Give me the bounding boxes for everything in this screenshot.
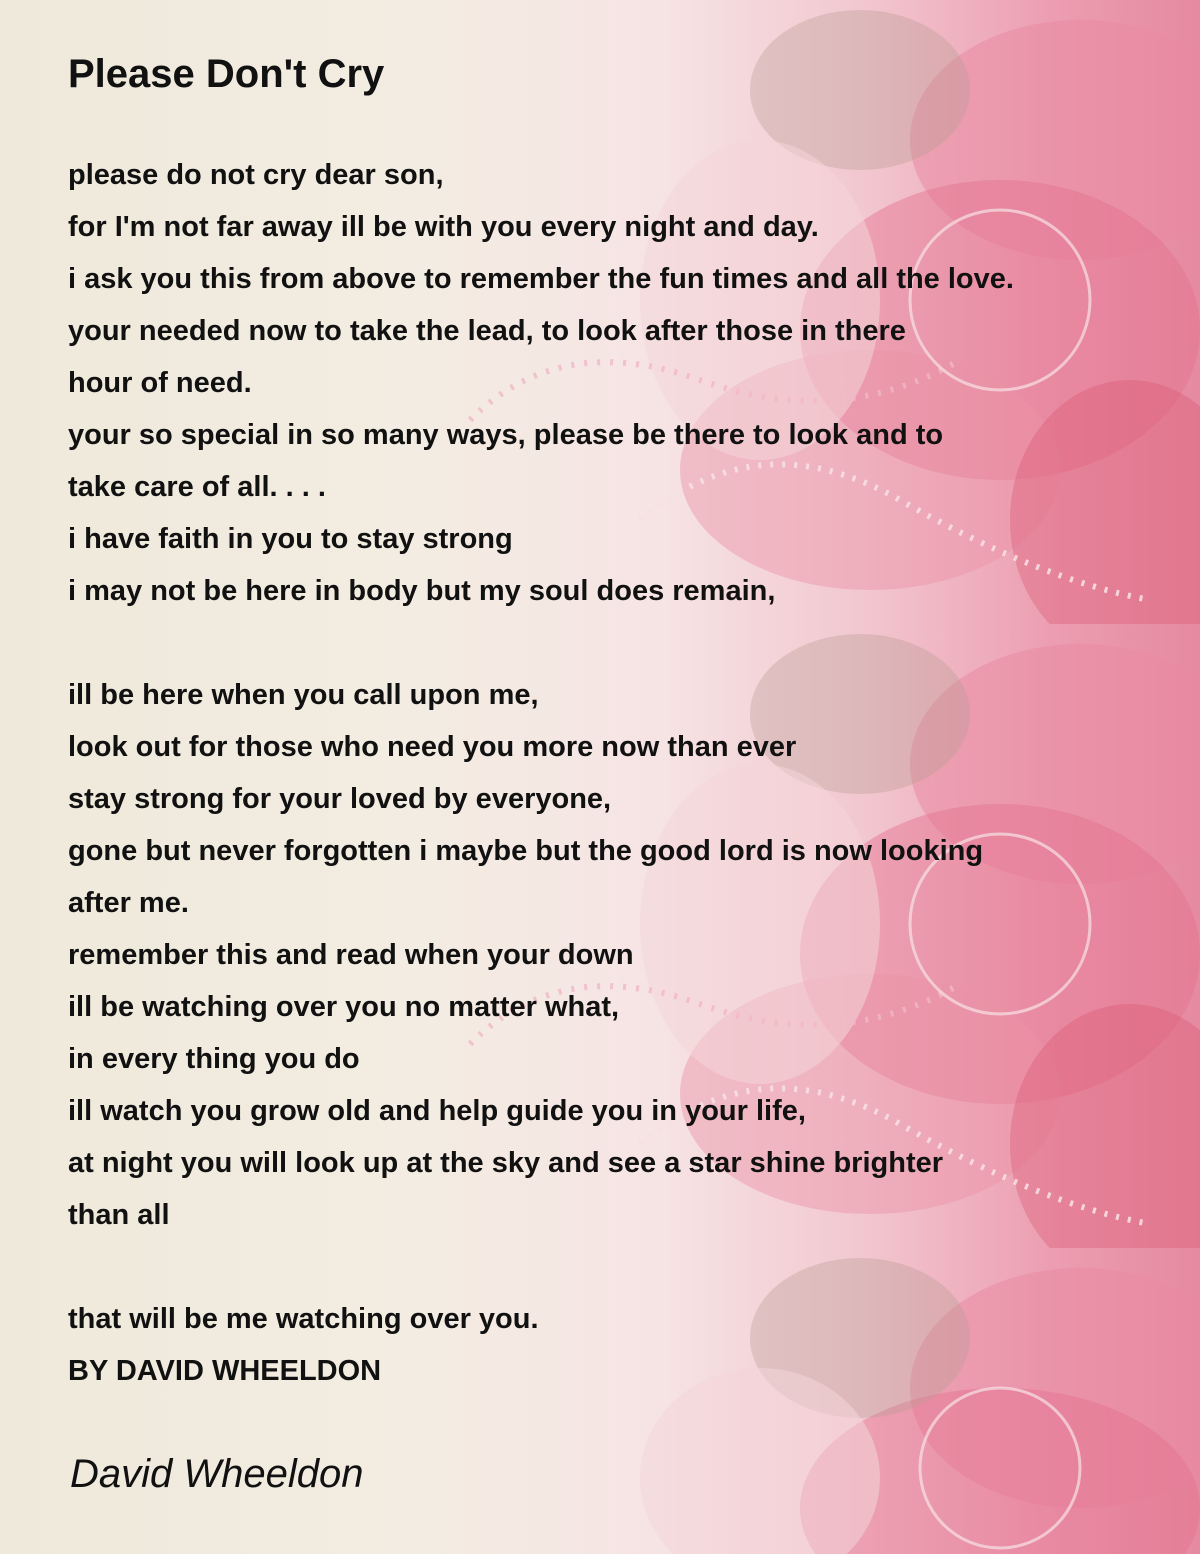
poem-line: after me.: [68, 887, 189, 919]
poem-line: your needed now to take the lead, to look after those in there: [68, 315, 906, 347]
stanza-break: [68, 620, 1014, 672]
poem-line: i may not be here in body but my soul does remain,: [68, 575, 776, 607]
poem-line: that will be me watching over you.: [68, 1303, 539, 1335]
poem-line: i have faith in you to stay strong: [68, 523, 513, 555]
poem-line: than all: [68, 1199, 170, 1231]
poem-line: hour of need.: [68, 367, 252, 399]
poem-line: i ask you this from above to remember the fun times and all the love.: [68, 263, 1014, 295]
poem-line: ill be watching over you no matter what,: [68, 991, 620, 1023]
poem-line: gone but never forgotten i maybe but the good lord is now looking: [68, 835, 984, 867]
poem-line: at night you will look up at the sky and see a star shine brighter: [68, 1147, 944, 1179]
poem-line: for I'm not far away ill be with you every night and day.: [68, 211, 819, 243]
poem-line: stay strong for your loved by everyone,: [68, 783, 612, 815]
poem-author: David Wheeldon: [70, 1452, 364, 1496]
poem-line: in every thing you do: [68, 1043, 360, 1075]
stanza-break: [68, 1244, 1014, 1296]
poem-body: [68, 152, 1014, 1400]
poem-line: your so special in so many ways, please be there to look and to: [68, 419, 944, 451]
poem-line: BY DAVID WHEELDON: [68, 1355, 382, 1387]
poem-line: look out for those who need you more now than ever: [68, 731, 797, 763]
poem-line: ill watch you grow old and help guide you in your life,: [68, 1095, 806, 1127]
poem-title: Please Don't Cry: [68, 52, 385, 96]
poem-line: ill be here when you call upon me,: [68, 679, 539, 711]
poem-line: take care of all. . . .: [68, 471, 326, 503]
poem-line: remember this and read when your down: [68, 939, 634, 971]
poem-line: please do not cry dear son,: [68, 159, 444, 191]
